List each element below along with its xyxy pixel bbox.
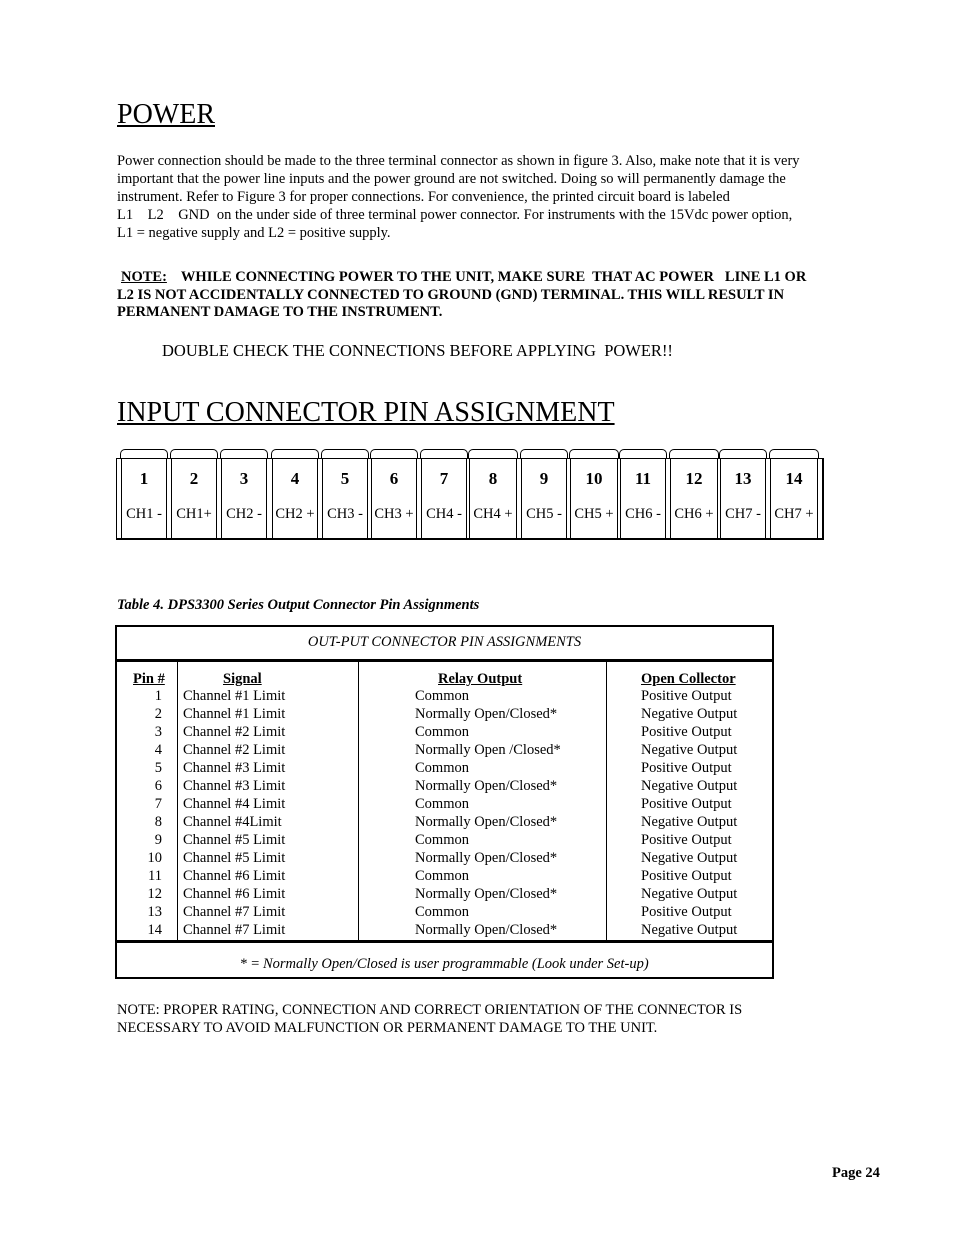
relay-output-cell: Common (415, 724, 469, 740)
pin-number: 11 (634, 469, 652, 488)
pin-cell: 5 (154, 760, 162, 776)
relay-output-cell: Common (415, 868, 469, 884)
paragraph-line: L1 = negative supply and L2 = positive supply. (117, 225, 391, 241)
pin-channel-label: CH3 - (327, 506, 363, 522)
pin-channel-label: CH1+ (176, 506, 212, 522)
output-pin-table (115, 625, 774, 979)
input-connector-heading: INPUT CONNECTOR PIN ASSIGNMENT (117, 397, 615, 428)
open-collector-cell: Positive Output (641, 688, 732, 704)
open-collector-cell: Negative Output (641, 742, 738, 758)
connector-pin-13 (720, 458, 766, 538)
signal-cell: Channel #1 Limit (183, 688, 286, 704)
pin-channel-label: CH2 - (226, 506, 262, 522)
pin-cap (220, 449, 268, 459)
pin-cell: 1 (154, 688, 162, 704)
power-warning-note (117, 269, 897, 322)
open-collector-cell: Positive Output (641, 724, 732, 740)
pin-number: 5 (340, 469, 350, 488)
pin-cell: 14 (147, 922, 162, 938)
pin-cap (769, 449, 819, 459)
relay-output-cell: Normally Open/Closed* (415, 706, 558, 722)
footnote-text: Normally Open/Closed is user programmable (Look under Set-up) (262, 956, 649, 972)
pin-number: 3 (239, 469, 249, 488)
pin-cell: 13 (147, 904, 162, 920)
open-collector-cell: Negative Output (641, 814, 738, 830)
pin-cell: 11 (148, 868, 162, 884)
relay-output-cell: Normally Open/Closed* (415, 778, 558, 794)
pin-channel-label: CH3 + (374, 506, 414, 522)
note-line: NOTE: PROPER RATING, CONNECTION AND CORRECT ORIENTATION OF THE CONNECTOR IS (117, 1002, 743, 1018)
relay-output-cell: Normally Open/Closed* (415, 886, 558, 902)
open-collector-cell: Negative Output (641, 778, 738, 794)
pin-cap (321, 449, 369, 459)
footnote-mark: * = (240, 956, 260, 972)
pin-number: 8 (488, 469, 498, 488)
relay-output-cell: Common (415, 832, 469, 848)
pin-number: 4 (290, 469, 300, 488)
pin-number: 12 (685, 469, 703, 488)
signal-cell: Channel #4 Limit (183, 796, 286, 812)
open-collector-cell: Positive Output (641, 796, 732, 812)
pin-number: 9 (539, 469, 549, 488)
pin-cell: 6 (154, 778, 162, 794)
connector-pin-11 (620, 458, 666, 538)
pin-cap (120, 449, 168, 459)
table-divider (117, 659, 774, 662)
relay-output-cell: Common (415, 796, 469, 812)
connector-pin-2 (171, 458, 217, 538)
table-caption: Table 4. DPS3300 Series Output Connector Pin Assignments (117, 597, 480, 613)
pin-cell: 9 (154, 832, 162, 848)
signal-cell: Channel #3 Limit (183, 778, 286, 794)
signal-cell: Channel #4Limit (183, 814, 282, 830)
pin-number: 1 (139, 469, 149, 488)
paragraph-line: Power connection should be made to the three terminal connector as shown in figure 3. Also, make note that it is very (117, 153, 800, 169)
note-line: NECESSARY TO AVOID MALFUNCTION OR PERMANENT DAMAGE TO THE UNIT. (117, 1020, 658, 1036)
table-title: OUT-PUT CONNECTOR PIN ASSIGNMENTS (307, 634, 582, 650)
header-signal: Signal (223, 671, 262, 687)
open-collector-cell: Positive Output (641, 868, 732, 884)
pin-channel-label: CH5 + (574, 506, 614, 522)
pin-channel-label: CH1 - (126, 506, 162, 522)
header-open-collector: Open Collector (641, 671, 736, 687)
relay-output-cell: Normally Open/Closed* (415, 922, 558, 938)
connector-pin-3 (221, 458, 267, 538)
signal-cell: Channel #2 Limit (183, 724, 286, 740)
pin-channel-label: CH7 - (725, 506, 761, 522)
relay-output-cell: Normally Open/Closed* (415, 814, 558, 830)
signal-cell: Channel #7 Limit (183, 904, 286, 920)
column-divider (606, 661, 607, 941)
signal-cell: Channel #6 Limit (183, 868, 286, 884)
open-collector-cell: Positive Output (641, 760, 732, 776)
pin-number: 6 (389, 469, 399, 488)
connector-pin-9 (521, 458, 567, 538)
pin-cell: 4 (154, 742, 162, 758)
signal-cell: Channel #5 Limit (183, 832, 286, 848)
signal-cell: Channel #5 Limit (183, 850, 286, 866)
connector-pin-7 (421, 458, 467, 538)
column-divider (177, 661, 178, 941)
note-label: NOTE: (121, 269, 167, 285)
open-collector-cell: Negative Output (641, 886, 738, 902)
pin-cap (719, 449, 767, 459)
pin-channel-label: CH4 - (426, 506, 462, 522)
relay-output-cell: Common (415, 760, 469, 776)
relay-output-cell: Common (415, 904, 469, 920)
header-relay-output: Relay Output (438, 671, 523, 687)
note-line: PERMANENT DAMAGE TO THE INSTRUMENT. (117, 304, 443, 320)
power-paragraph (117, 152, 877, 242)
open-collector-cell: Negative Output (641, 850, 738, 866)
relay-output-cell: Common (415, 688, 469, 704)
connector-pin-8 (469, 458, 517, 538)
pin-cap (569, 449, 619, 459)
connector-pin-1 (121, 458, 167, 538)
pin-cell: 12 (147, 886, 162, 902)
paragraph-line: important that the power line inputs and the power ground are not switched. Doing so will permanently damage the (117, 171, 786, 187)
page-number: Page 24 (832, 1165, 880, 1181)
pin-cap (619, 449, 667, 459)
final-note (117, 1001, 877, 1037)
pin-number: 7 (439, 469, 449, 488)
signal-cell: Channel #3 Limit (183, 760, 286, 776)
pin-channel-label: CH7 + (774, 506, 814, 522)
pin-cell: 8 (154, 814, 162, 830)
pin-cell: 7 (154, 796, 162, 812)
pin-number: 2 (189, 469, 199, 488)
pin-cell: 10 (147, 850, 162, 866)
pin-channel-label: CH4 + (473, 506, 513, 522)
pin-channel-label: CH2 + (275, 506, 315, 522)
pin-cap (170, 449, 218, 459)
pin-number: 14 (785, 469, 803, 488)
connector-pin-10 (570, 458, 618, 538)
connector-pin-6 (371, 458, 417, 538)
pin-cap (520, 449, 568, 459)
relay-output-cell: Normally Open /Closed* (415, 742, 561, 758)
pin-channel-label: CH5 - (526, 506, 562, 522)
connector-pin-12 (670, 458, 718, 538)
pin-cap (468, 449, 518, 459)
pin-cell: 2 (154, 706, 162, 722)
double-check-warning: DOUBLE CHECK THE CONNECTIONS BEFORE APPLYING POWER!! (162, 341, 673, 360)
header-pin: Pin # (133, 671, 165, 687)
connector-pin-4 (272, 458, 318, 538)
pin-cap (271, 449, 319, 459)
relay-output-cell: Normally Open/Closed* (415, 850, 558, 866)
connector-pin-14 (770, 458, 818, 538)
pin-number: 10 (585, 469, 603, 488)
open-collector-cell: Positive Output (641, 832, 732, 848)
signal-cell: Channel #7 Limit (183, 922, 286, 938)
column-divider (358, 661, 359, 941)
pin-cap (669, 449, 719, 459)
open-collector-cell: Negative Output (641, 706, 738, 722)
note-line: L2 IS NOT ACCIDENTALLY CONNECTED TO GROUND (GND) TERMINAL. THIS WILL RESULT IN (117, 286, 785, 303)
signal-cell: Channel #6 Limit (183, 886, 286, 902)
power-heading: POWER (117, 99, 215, 130)
note-line: WHILE CONNECTING POWER TO THE UNIT, MAKE SURE THAT AC POWER LINE L1 OR (180, 269, 807, 285)
open-collector-cell: Negative Output (641, 922, 738, 938)
signal-cell: Channel #2 Limit (183, 742, 286, 758)
pin-channel-label: CH6 - (625, 506, 661, 522)
pin-channel-label: CH6 + (674, 506, 714, 522)
connector-pin-5 (322, 458, 368, 538)
paragraph-line: instrument. Refer to Figure 3 for proper connections. For convenience, the printed circuit board is labeled (117, 189, 730, 205)
pin-cap (370, 449, 418, 459)
paragraph-line: L1 L2 GND on the under side of three terminal power connector. For instruments with the 15Vdc power option, (117, 207, 793, 223)
table-footnote (117, 956, 772, 973)
table-divider (117, 940, 774, 943)
signal-cell: Channel #1 Limit (183, 706, 286, 722)
open-collector-cell: Positive Output (641, 904, 732, 920)
pin-cap (420, 449, 468, 459)
pin-number: 13 (734, 469, 752, 488)
pin-cell: 3 (154, 724, 162, 740)
